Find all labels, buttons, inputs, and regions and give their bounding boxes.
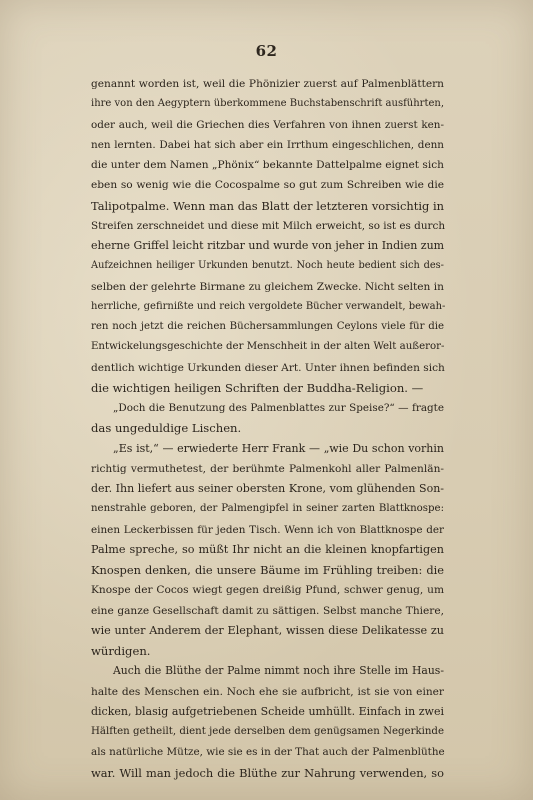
text-line: Aufzeichnen heiliger Urkunden benutzt. Noch heute bedient sich des- — [91, 260, 444, 272]
text-line: dicken, blasig aufgetriebenen Scheide umhüllt. Einfach in zwei — [91, 704, 444, 718]
text-line: würdigen. — [91, 644, 151, 658]
text-line: die wichtigen heiligen Schriften der Buddha-Religion. — — [91, 380, 424, 395]
text-line: genannt worden ist, weil die Phönizier zuerst auf Palmenblättern — [91, 78, 444, 90]
text-line: Palme spreche, so müßt Ihr nicht an die kleinen knopfartigen — [91, 542, 444, 556]
text-line: „Es ist,“ — erwiederte Herr Frank — „wie Du schon vorhin — [113, 441, 444, 455]
text-line: Entwickelungsgeschichte der Menschheit in der alten Welt außeror- — [91, 341, 445, 353]
text-line: eben so wenig wie die Cocospalme so gut zum Schreiben wie die — [91, 179, 444, 192]
text-line: halte des Menschen ein. Noch ehe sie aufbricht, ist sie von einer — [91, 685, 444, 698]
text-line: selben der gelehrte Birmane zu gleichem Zwecke. Nicht selten in — [91, 280, 444, 293]
text-line: eherne Griffel leicht ritzbar und wurde von jeher in Indien zum — [91, 239, 445, 252]
text-line: nenstrahle geboren, der Palmengipfel in seiner zarten Blattknospe: — [91, 503, 444, 515]
text-line: herrliche, gefirnißte und reich vergoldete Bücher verwandelt, bewah- — [91, 300, 446, 312]
text-line: war. Will man jedoch die Blüthe zur Nahrung verwenden, so — [91, 765, 444, 780]
text-line: einen Leckerbissen für jeden Tisch. Wenn ich von Blattknospe der — [91, 523, 444, 536]
text-line: Knospen denken, die unsere Bäume im Frühling treiben: die — [91, 563, 444, 577]
text-line: Talipotpalme. Wenn man das Blatt der letzteren vorsichtig in — [91, 198, 444, 213]
text-line: wie unter Anderem der Elephant, wissen diese Delikatesse zu — [91, 623, 444, 637]
body-text — [91, 74, 444, 783]
text-line: der. Ihn liefert aus seiner obersten Krone, vom glühenden Son- — [91, 482, 444, 495]
text-line: nen lernten. Dabei hat sich aber ein Irrthum eingeschlichen, denn — [91, 138, 444, 151]
text-line: Hälften getheilt, dient jede derselben dem genügsamen Negerkinde — [91, 726, 444, 737]
text-line: das ungeduldige Lischen. — [91, 421, 242, 436]
text-line: „Doch die Benutzung des Palmenblattes zur Speise?“ — fragte — [113, 402, 444, 414]
text-line: Streifen zerschneidet und diese mit Milch erweicht, so ist es durch — [91, 219, 446, 232]
page-number: 62 — [255, 42, 278, 60]
text-line: als natürliche Mütze, wie sie es in der That auch der Palmenblüthe — [91, 746, 445, 759]
text-line: oder auch, weil die Griechen dies Verfahren von ihnen zuerst ken- — [91, 118, 444, 131]
text-line: dentlich wichtige Urkunden dieser Art. Unter ihnen befinden sich — [91, 361, 445, 374]
text-line: die unter dem Namen „Phönix“ bekannte Dattelpalme eignet sich — [91, 159, 444, 171]
text-line: richtig vermuthetest, der berühmte Palmenkohl aller Palmenlän- — [91, 462, 444, 475]
text-line: ren noch jetzt die reichen Büchersammlungen Ceylons viele für die — [91, 321, 444, 332]
text-line: Knospe der Cocos wiegt gegen dreißig Pfund, schwer genug, um — [91, 584, 444, 597]
text-line: Auch die Blüthe der Palme nimmt noch ihre Stelle im Haus- — [113, 664, 444, 678]
text-line: eine ganze Gesellschaft damit zu sättigen. Selbst manche Thiere, — [91, 604, 444, 617]
text-line: ihre von den Aegyptern überkommene Buchstabenschrift ausführten, — [91, 98, 444, 110]
